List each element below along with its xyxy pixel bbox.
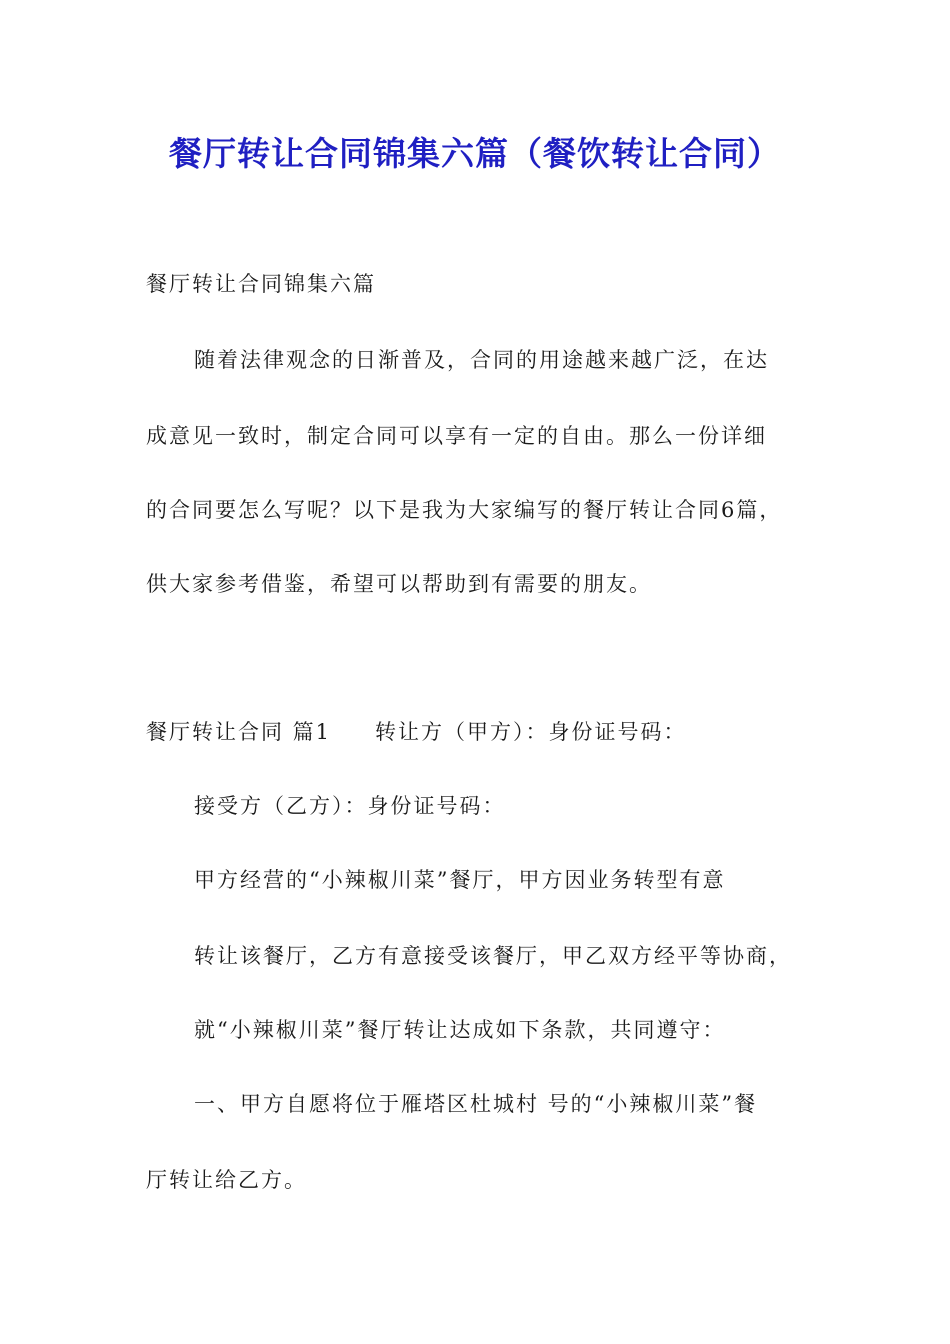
section-heading: 餐厅转让合同 篇1: [146, 720, 332, 744]
body-line: 甲方经营的“小辣椒川菜”餐厅，甲方因业务转型有意: [194, 868, 726, 892]
intro-line: 成意见一致时，制定合同可以享有一定的自由。那么一份详细: [146, 424, 767, 448]
section-heading-row: [146, 718, 687, 746]
body-line: 转让该餐厅，乙方有意接受该餐厅，甲乙双方经平等协商，: [194, 944, 792, 968]
document-subtitle: 餐厅转让合同锦集六篇: [146, 272, 376, 296]
clause-line: 厅转让给乙方。: [146, 1168, 307, 1192]
intro-line: 供大家参考借鉴，希望可以帮助到有需要的朋友。: [146, 572, 652, 596]
transferor-line: 转让方（甲方）：身份证号码：: [375, 720, 687, 744]
intro-line: 随着法律观念的日渐普及，合同的用途越来越广泛，在达: [194, 348, 769, 372]
body-line: 就“小辣椒川菜”餐厅转让达成如下条款，共同遵守：: [194, 1018, 726, 1042]
document-title: 餐厅转让合同锦集六篇（餐饮转让合同）: [169, 134, 781, 173]
transferee-line: 接受方（乙方）：身份证号码：: [194, 794, 506, 818]
clause-line: 一、甲方自愿将位于雁塔区杜城村 号的“小辣椒川菜”餐: [194, 1092, 758, 1116]
intro-line: 的合同要怎么写呢？以下是我为大家编写的餐厅转让合同6篇，: [146, 498, 783, 522]
